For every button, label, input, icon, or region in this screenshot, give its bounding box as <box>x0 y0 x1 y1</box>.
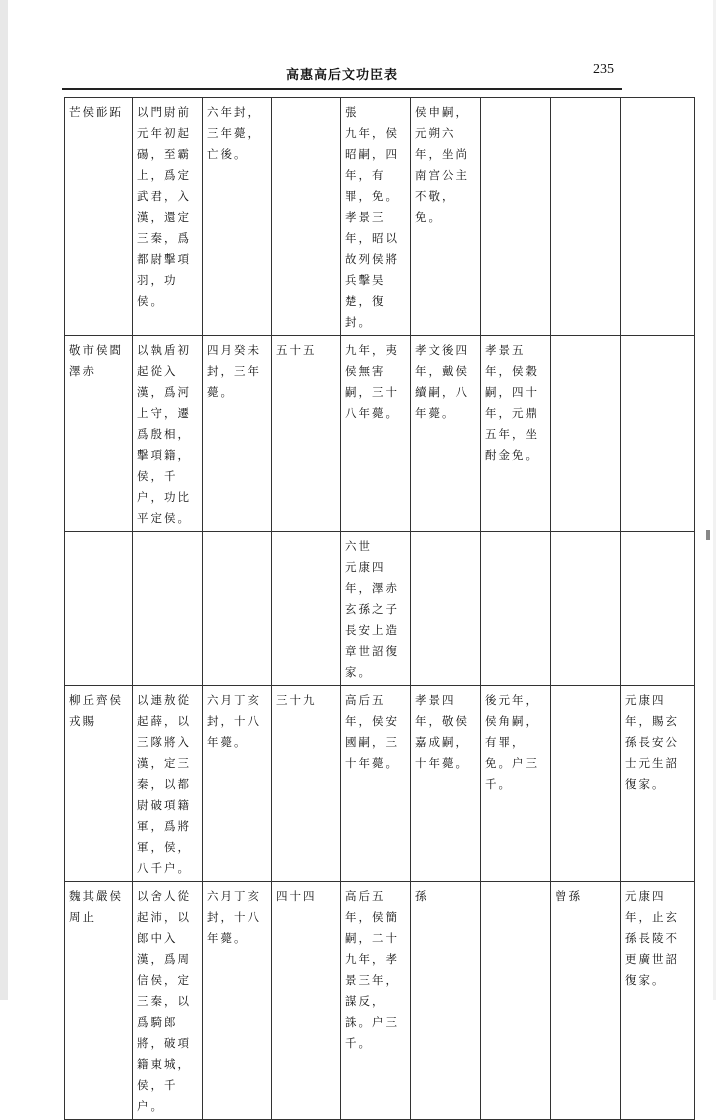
cell-gen3 <box>481 532 551 686</box>
cell-merit: 以執盾初起從入漢，爲河上守，遷爲殷相，擊項籍，侯，千户，功比平定侯。 <box>133 336 203 532</box>
cell-name: 柳丘齊侯戎賜 <box>65 686 133 882</box>
cell-gen1: 高后五年，侯安國嗣，三十年薨。 <box>341 686 411 882</box>
cell-gen4: 曾孫 <box>551 882 621 1120</box>
cell-gen4 <box>551 532 621 686</box>
cell-enfeoffment: 六月丁亥封，十八年薨。 <box>203 686 272 882</box>
scan-shadow-left <box>0 0 8 1000</box>
cell-gen3: 孝景五年，侯穀嗣，四十年，元鼎五年，坐酎金免。 <box>481 336 551 532</box>
cell-name: 芒侯耏跖 <box>65 98 133 336</box>
table-row <box>65 336 695 532</box>
cell-gen3: 後元年，侯角嗣，有罪，免。户三千。 <box>481 686 551 882</box>
cell-enfeoffment: 六年封，三年薨，亡後。 <box>203 98 272 336</box>
page-header <box>62 58 622 90</box>
cell-gen1: 六世 元康四年，澤赤玄孫之子長安上造章世詔復家。 <box>341 532 411 686</box>
table-row <box>65 532 695 686</box>
cell-gen5 <box>621 336 695 532</box>
cell-enfeoffment: 四月癸未封，三年薨。 <box>203 336 272 532</box>
cell-name: 魏其嚴侯周止 <box>65 882 133 1120</box>
table-row <box>65 686 695 882</box>
cell-gen1: 九年，夷侯無害嗣，三十八年薨。 <box>341 336 411 532</box>
header-rule <box>62 88 622 90</box>
cell-gen5 <box>621 532 695 686</box>
cell-merit: 以連敖從起薛，以三隊將入漢，定三秦，以都尉破項籍軍，爲將軍，侯，八千户。 <box>133 686 203 882</box>
cell-gen2: 孫 <box>411 882 481 1120</box>
cell-merit: 以門尉前元年初起碭，至霸上，爲定武君，入漢，還定三秦，爲都尉擊項羽，功侯。 <box>133 98 203 336</box>
cell-name <box>65 532 133 686</box>
cell-merit <box>133 532 203 686</box>
cell-gen2 <box>411 532 481 686</box>
cell-rank <box>272 98 341 336</box>
cell-gen5 <box>621 98 695 336</box>
table-row <box>65 882 695 1120</box>
cell-rank: 五十五 <box>272 336 341 532</box>
cell-gen4 <box>551 686 621 882</box>
header-title: 高惠高后文功臣表 <box>285 68 398 83</box>
margin-mark <box>706 530 710 540</box>
cell-enfeoffment <box>203 532 272 686</box>
cell-gen3 <box>481 98 551 336</box>
cell-name: 敬市侯閻澤赤 <box>65 336 133 532</box>
cell-gen1: 張 九年，侯昭嗣，四年，有罪，免。孝景三年，昭以故列侯將兵擊吴楚，復封。 <box>341 98 411 336</box>
cell-gen2: 孝文後四年，戴侯續嗣，八年薨。 <box>411 336 481 532</box>
cell-gen4 <box>551 98 621 336</box>
cell-merit: 以舍人從起沛，以郎中入漢，爲周信侯，定三秦，以爲騎郎將，破項籍東城，侯，千户。 <box>133 882 203 1120</box>
cell-gen5: 元康四年，止玄孫長陵不更廣世詔復家。 <box>621 882 695 1120</box>
cell-gen3 <box>481 882 551 1120</box>
cell-rank <box>272 532 341 686</box>
cell-gen5: 元康四年，賜玄孫長安公士元生詔復家。 <box>621 686 695 882</box>
cell-gen4 <box>551 336 621 532</box>
cell-rank: 四十四 <box>272 882 341 1120</box>
cell-rank: 三十九 <box>272 686 341 882</box>
table-row <box>65 98 695 336</box>
marquis-table <box>64 97 695 1120</box>
cell-gen2: 侯申嗣，元朔六年，坐尚南宫公主不敬，免。 <box>411 98 481 336</box>
page-number: 235 <box>593 62 614 77</box>
cell-gen2: 孝景四年，敬侯嘉成嗣，十年薨。 <box>411 686 481 882</box>
cell-enfeoffment: 六月丁亥封，十八年薨。 <box>203 882 272 1120</box>
cell-gen1: 高后五年，侯簡嗣，二十九年，孝景三年，謀反，誅。户三千。 <box>341 882 411 1120</box>
